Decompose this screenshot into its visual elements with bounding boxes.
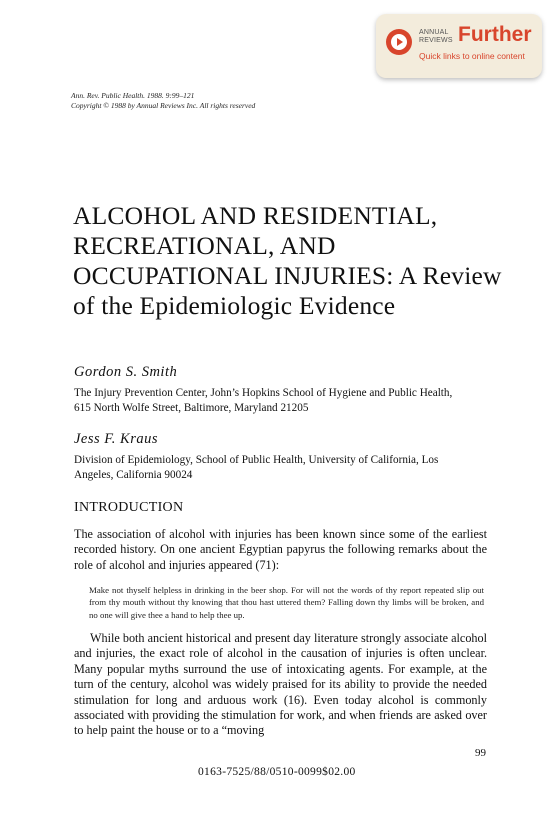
body-paragraph: The association of alcohol with injuries has been known since some of the earliest recorded history. On one ancient Egyptian papyrus the following remarks about the role of alcohol and injuries appeared (71): (74, 527, 487, 572)
affiliation-line: The Injury Prevention Center, John’s Hopkins School of Hygiene and Public Health, (74, 387, 453, 399)
badge-further-label: Further (458, 23, 532, 46)
title-line: OCCUPATIONAL INJURIES: A Review (73, 261, 502, 290)
title-line: RECREATIONAL, AND (73, 231, 336, 260)
page-number: 99 (475, 747, 486, 759)
block-quote: Make not thyself helpless in drinking in the beer shop. For will not the words of thy report repeated slip out from thy mouth without thy knowing that thou hast uttered them? Falling down thy limbs will be broken, and no one will give thee a hand to help thee up. (89, 585, 484, 620)
badge-publisher-label: ANNUAL REVIEWS (419, 29, 453, 44)
author-affiliation (74, 386, 494, 416)
author-name: Gordon S. Smith (74, 364, 178, 380)
citation-journal: Ann. Rev. Public Health. 1988. 9:99–121 (71, 91, 195, 100)
title-line: of the Epidemiologic Evidence (73, 291, 396, 320)
badge-subtitle: Quick links to online content (419, 51, 525, 61)
body-paragraph: While both ancient historical and present day literature strongly associate alcohol and injuries, the exact role of alcohol in the causation of injuries is often unclear. Many popular myths surround the use of intoxicating agents. For example, at the turn of the century, alcohol was widely praised for its ability to provide the needed stimulation for long and arduous work (16). Even today alcohol is commonly associated with providing the stimulation for work, and when friends are asked over to help paint the house or to a “moving (74, 631, 487, 738)
citation (71, 91, 255, 111)
play-icon (386, 29, 412, 55)
affiliation-line: Angeles, California 90024 (74, 469, 193, 481)
author-affiliation (74, 453, 494, 483)
affiliation-line: 615 North Wolfe Street, Baltimore, Maryland 21205 (74, 402, 309, 414)
affiliation-line: Division of Epidemiology, School of Public Health, University of California, Los (74, 454, 439, 466)
price-code: 0163-7525/88/0510-0099$02.00 (198, 766, 356, 778)
annual-reviews-further-badge[interactable] (376, 14, 542, 78)
author-name: Jess F. Kraus (74, 431, 158, 447)
article-title (73, 201, 513, 321)
title-line: ALCOHOL AND RESIDENTIAL, (73, 201, 438, 230)
section-heading: INTRODUCTION (74, 500, 184, 515)
citation-copyright: Copyright © 1988 by Annual Reviews Inc. All rights reserved (71, 101, 256, 110)
